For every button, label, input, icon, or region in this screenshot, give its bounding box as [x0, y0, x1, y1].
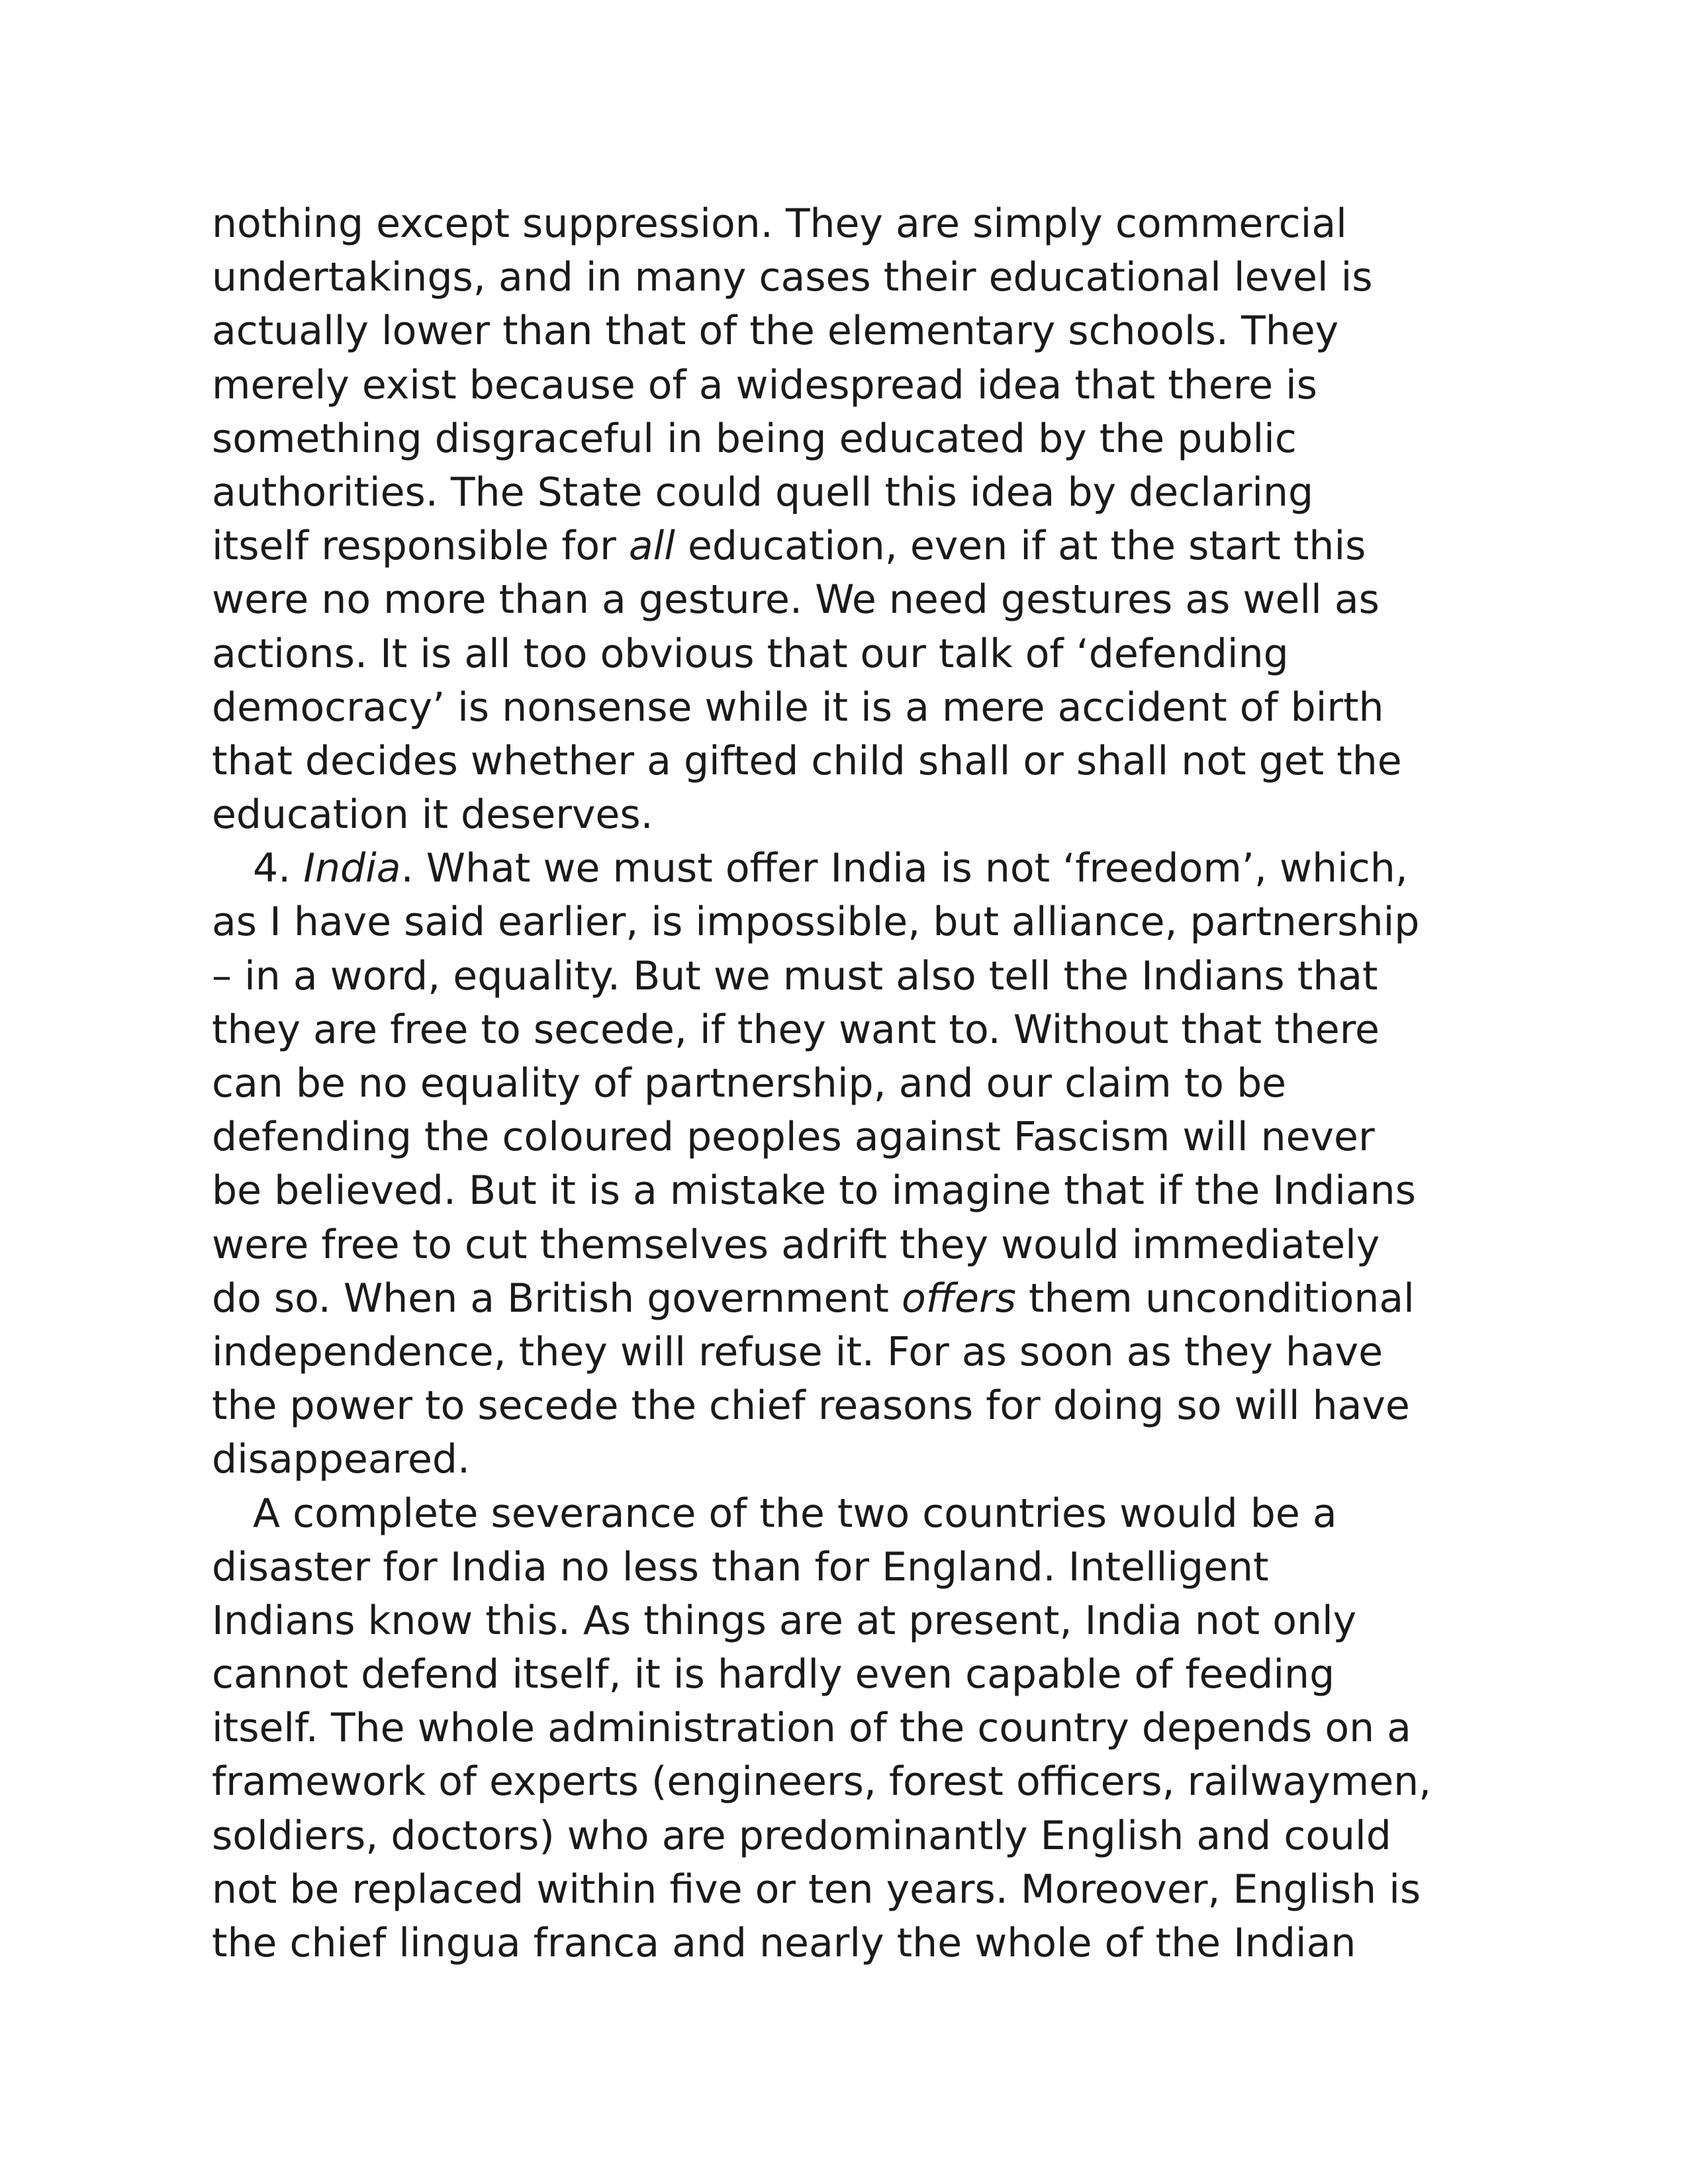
text-run: independence, they will refuse it. For as soon as they have [212, 1328, 1383, 1375]
text-line [212, 1326, 1503, 1379]
text-line [212, 788, 1503, 842]
text-line [212, 1702, 1503, 1755]
text-line [212, 1863, 1503, 1917]
text-line [212, 1648, 1503, 1702]
text-run: that decides whether a gifted child shall or shall not get the [212, 737, 1402, 784]
paragraph-severance [212, 1487, 1503, 1971]
text-line [212, 627, 1503, 681]
text-run: the chief lingua franca and nearly the whole of the Indian [212, 1920, 1356, 1966]
text-run: do so. When a British government [212, 1275, 902, 1322]
text-run: cannot defend itself, it is hardly even capable of feeding [212, 1651, 1335, 1698]
text-run: merely exist because of a widespread idea that there is [212, 361, 1317, 408]
text-line [212, 1218, 1503, 1272]
text-run: actions. It is all too obvious that our talk of ‘defending [212, 630, 1289, 677]
text-run: . What we must offer India is not ‘freedom’, which, [400, 845, 1408, 892]
text-run: itself. The whole administration of the country depends on a [212, 1705, 1411, 1752]
text-run: them unconditional [1015, 1275, 1415, 1322]
text-line [212, 1594, 1503, 1648]
text-run: they are free to secede, if they want to. Without that there [212, 1006, 1380, 1053]
text-line [212, 842, 1503, 895]
text-run: 4. [253, 845, 304, 892]
text-line [212, 466, 1503, 520]
text-line [212, 1917, 1503, 1970]
text-run: itself responsible for [212, 523, 629, 570]
text-line [212, 1272, 1503, 1326]
text-line [212, 681, 1503, 735]
text-run: disappeared. [212, 1436, 471, 1483]
body-text [212, 197, 1503, 1970]
text-run: were no more than a gesture. We need gestures as well as [212, 576, 1380, 623]
text-run: the power to secede the chief reasons for doing so will have [212, 1383, 1410, 1430]
text-line [212, 304, 1503, 358]
text-line [212, 1541, 1503, 1594]
text-run: democracy’ is nonsense while it is a mere accident of birth [212, 684, 1384, 731]
text-run: not be replaced within five or ten years. Moreover, English is [212, 1866, 1421, 1913]
text-line [212, 359, 1503, 412]
text-run: undertakings, and in many cases their educational level is [212, 254, 1373, 301]
italic-text-run: offers [902, 1275, 1016, 1322]
text-run: education, even if at the start this [675, 523, 1366, 570]
text-line [212, 573, 1503, 627]
text-run: Indians know this. As things are at present, India not only [212, 1597, 1357, 1644]
text-line [212, 895, 1503, 949]
text-run: soldiers, doctors) who are predominantly English and could [212, 1812, 1391, 1859]
text-line [212, 1379, 1503, 1433]
text-line [212, 735, 1503, 788]
text-run: can be no equality of partnership, and our claim to be [212, 1060, 1287, 1107]
text-line [212, 1487, 1503, 1541]
text-line [212, 1809, 1503, 1863]
text-run: education it deserves. [212, 792, 653, 839]
text-run: were free to cut themselves adrift they would immediately [212, 1221, 1380, 1268]
italic-text-run: all [628, 523, 675, 570]
text-line [212, 1057, 1503, 1111]
text-run: A complete severance of the two countries would be a [253, 1490, 1337, 1537]
text-run: as I have said earlier, is impossible, but alliance, partnership [212, 899, 1420, 946]
text-line [212, 1755, 1503, 1809]
text-run: something disgraceful in being educated by the public [212, 415, 1297, 462]
text-run: authorities. The State could quell this idea by declaring [212, 469, 1314, 516]
text-line [212, 197, 1503, 251]
text-run: framework of experts (engineers, forest officers, railwaymen, [212, 1758, 1432, 1805]
paragraph-education-continued [212, 197, 1503, 842]
text-line [212, 1164, 1503, 1218]
text-run: be believed. But it is a mistake to imagine that if the Indians [212, 1167, 1416, 1214]
text-line [212, 1003, 1503, 1057]
text-run: disaster for India no less than for England. Intelligent [212, 1543, 1269, 1590]
text-line [212, 251, 1503, 304]
text-run: defending the coloured peoples against Fascism will never [212, 1114, 1375, 1161]
text-line [212, 950, 1503, 1003]
italic-text-run: India [303, 845, 401, 892]
text-run: nothing except suppression. They are simply commercial [212, 201, 1347, 247]
text-line [212, 1111, 1503, 1164]
text-line [212, 1433, 1503, 1486]
paragraph-india [212, 842, 1503, 1486]
text-run: – in a word, equality. But we must also tell the Indians that [212, 952, 1378, 999]
text-line [212, 520, 1503, 573]
text-run: actually lower than that of the elementary schools. They [212, 308, 1339, 355]
text-line [212, 412, 1503, 466]
